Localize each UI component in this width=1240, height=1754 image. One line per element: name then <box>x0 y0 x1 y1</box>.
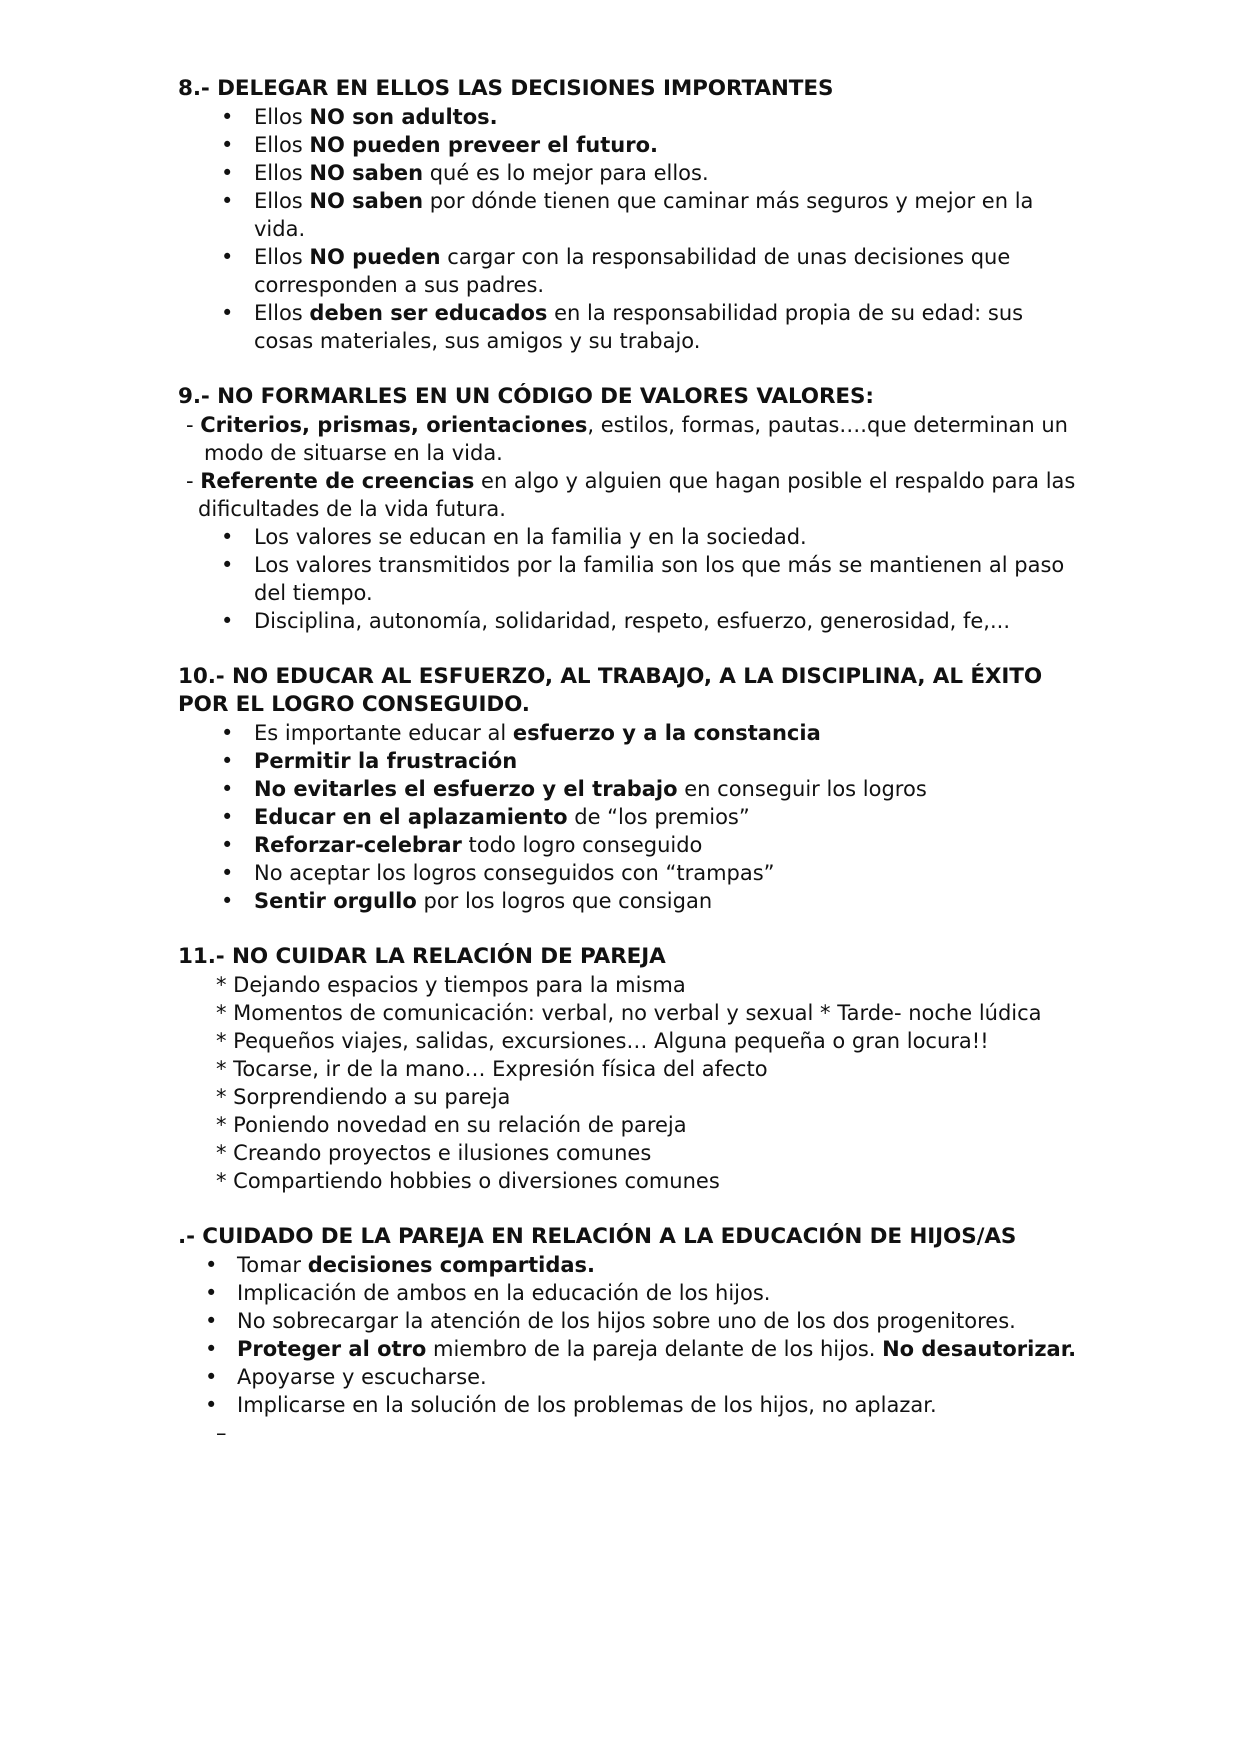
text-run: - <box>186 469 201 493</box>
list-item: * Compartiendo hobbies o diversiones comunes <box>216 1169 720 1193</box>
text-run: No sobrecargar la atención de los hijos sobre uno de los dos progenitores. <box>237 1309 1016 1333</box>
list-item <box>178 1363 1078 1391</box>
section-couple-education-list <box>178 1251 1078 1419</box>
section-10 <box>178 663 1078 915</box>
section-11-title: 11.- NO CUIDAR LA RELACIÓN DE PAREJA <box>178 944 666 969</box>
section-10-title-line-2: POR EL LOGRO CONSEGUIDO. <box>178 692 530 717</box>
list-item <box>178 1279 1078 1307</box>
text-run: todo logro conseguido <box>461 833 703 857</box>
text-run: Ellos <box>254 161 310 185</box>
list-item <box>178 859 1078 887</box>
text-run: en la responsabilidad propia de su edad: sus cosas materiales, sus amigos y su trabajo. <box>254 301 1024 353</box>
section-8-title: 8.- DELEGAR EN ELLOS LAS DECISIONES IMPORTANTES <box>178 76 834 101</box>
text-run: por dónde tienen que caminar más seguros y mejor en la vida. <box>254 189 1034 241</box>
document-page <box>178 75 1078 1447</box>
list-item: * Dejando espacios y tiempos para la misma <box>216 973 686 997</box>
text-run: de “los premios” <box>567 805 750 829</box>
text-run: Implicación de ambos en la educación de los hijos. <box>237 1281 771 1305</box>
bold-text: Permitir la frustración <box>254 749 518 773</box>
text-run: Tomar <box>237 1253 308 1277</box>
section-11-list <box>178 971 1078 1195</box>
beliefs-line-1 <box>186 469 1075 493</box>
bold-text: Reforzar-celebrar <box>254 833 462 857</box>
bold-text: Educar en el aplazamiento <box>254 805 568 829</box>
beliefs-paragraph <box>178 467 1078 523</box>
section-10-list <box>178 719 1078 915</box>
list-item <box>178 831 1078 859</box>
section-8-list <box>178 103 1078 355</box>
bold-text: Proteger al otro <box>237 1337 427 1361</box>
text-run: Es importante educar al <box>254 721 513 745</box>
bold-text: No evitarles el esfuerzo y el trabajo <box>254 777 678 801</box>
list-item <box>178 523 1078 551</box>
text-run: , estilos, formas, pautas….que determinan un <box>587 413 1068 437</box>
bold-text: NO pueden <box>309 245 441 269</box>
text-run: cargar con la responsabilidad de unas decisiones que corresponden a sus padres. <box>254 245 1011 297</box>
list-item <box>178 187 1078 243</box>
list-item <box>178 775 1078 803</box>
list-item <box>178 1391 1078 1419</box>
list-item: * Momentos de comunicación: verbal, no verbal y sexual * Tarde- noche lúdica <box>216 1001 1042 1025</box>
text-run: Los valores transmitidos por la familia son los que más se mantienen al paso del tiempo. <box>254 553 1065 605</box>
list-item <box>178 607 1078 635</box>
section-9-list <box>178 523 1078 635</box>
bold-text: NO saben <box>309 161 424 185</box>
list-item <box>178 1307 1078 1335</box>
bold-text: NO saben <box>309 189 424 213</box>
list-item: * Pequeños viajes, salidas, excursiones… Alguna pequeña o gran locura!! <box>216 1029 989 1053</box>
text-run: Los valores se educan en la familia y en la sociedad. <box>254 525 807 549</box>
list-item <box>178 1251 1078 1279</box>
bold-text: deben ser educados <box>309 301 548 325</box>
list-item <box>178 299 1078 355</box>
list-item <box>178 719 1078 747</box>
list-item: * Sorprendiendo a su pareja <box>216 1085 511 1109</box>
criteria-line-2: modo de situarse en la vida. <box>204 441 503 465</box>
trailing-dash: – <box>216 1421 227 1445</box>
list-item: * Creando proyectos e ilusiones comunes <box>216 1141 652 1165</box>
list-item <box>178 103 1078 131</box>
section-8 <box>178 75 1078 355</box>
list-item <box>178 803 1078 831</box>
text-run: Ellos <box>254 245 310 269</box>
section-10-title <box>178 663 1078 719</box>
list-item <box>178 887 1078 915</box>
section-couple-education-title: .- CUIDADO DE LA PAREJA EN RELACIÓN A LA EDUCACIÓN DE HIJOS/AS <box>178 1224 1017 1249</box>
criteria-paragraph <box>178 411 1078 467</box>
criteria-line-1 <box>186 413 1068 437</box>
text-run: Ellos <box>254 133 310 157</box>
text-run: en conseguir los logros <box>677 777 927 801</box>
text-run: Ellos <box>254 301 310 325</box>
list-item: * Poniendo novedad en su relación de pareja <box>216 1113 687 1137</box>
bold-text: NO pueden preveer el futuro. <box>309 133 658 157</box>
text-run: Ellos <box>254 105 310 129</box>
text-run: Ellos <box>254 189 310 213</box>
bold-text: Sentir orgullo <box>254 889 417 913</box>
list-item: * Tocarse, ir de la mano… Expresión física del afecto <box>216 1057 768 1081</box>
text-run: Apoyarse y escucharse. <box>237 1365 487 1389</box>
bold-text: NO son adultos. <box>309 105 498 129</box>
text-run: en algo y alguien que hagan posible el respaldo para las <box>474 469 1076 493</box>
list-item <box>178 551 1078 607</box>
text-run: por los logros que consigan <box>416 889 713 913</box>
text-run: - <box>186 413 201 437</box>
text-run: Implicarse en la solución de los problemas de los hijos, no aplazar. <box>237 1393 937 1417</box>
section-couple-education <box>178 1223 1078 1447</box>
bold-text: decisiones compartidas. <box>307 1253 596 1277</box>
bold-text: No desautorizar. <box>882 1337 1077 1361</box>
list-item <box>178 243 1078 299</box>
text-run: Disciplina, autonomía, solidaridad, respeto, esfuerzo, generosidad, fe,... <box>254 609 1011 633</box>
text-run: qué es lo mejor para ellos. <box>423 161 709 185</box>
section-11 <box>178 943 1078 1195</box>
bold-text: esfuerzo y a la constancia <box>512 721 821 745</box>
section-10-title-line-1: 10.- NO EDUCAR AL ESFUERZO, AL TRABAJO, A LA DISCIPLINA, AL ÉXITO <box>178 664 1043 689</box>
section-9-title: 9.- NO FORMARLES EN UN CÓDIGO DE VALORES VALORES: <box>178 384 874 409</box>
bold-text: Criterios, prismas, orientaciones <box>200 413 588 437</box>
beliefs-line-2: dificultades de la vida futura. <box>198 497 506 521</box>
bold-text: Referente de creencias <box>200 469 475 493</box>
text-run: miembro de la pareja delante de los hijos. <box>426 1337 883 1361</box>
section-9 <box>178 383 1078 635</box>
list-item <box>178 131 1078 159</box>
list-item <box>178 747 1078 775</box>
list-item <box>178 159 1078 187</box>
text-run: No aceptar los logros conseguidos con “trampas” <box>254 861 775 885</box>
list-item <box>178 1335 1078 1363</box>
